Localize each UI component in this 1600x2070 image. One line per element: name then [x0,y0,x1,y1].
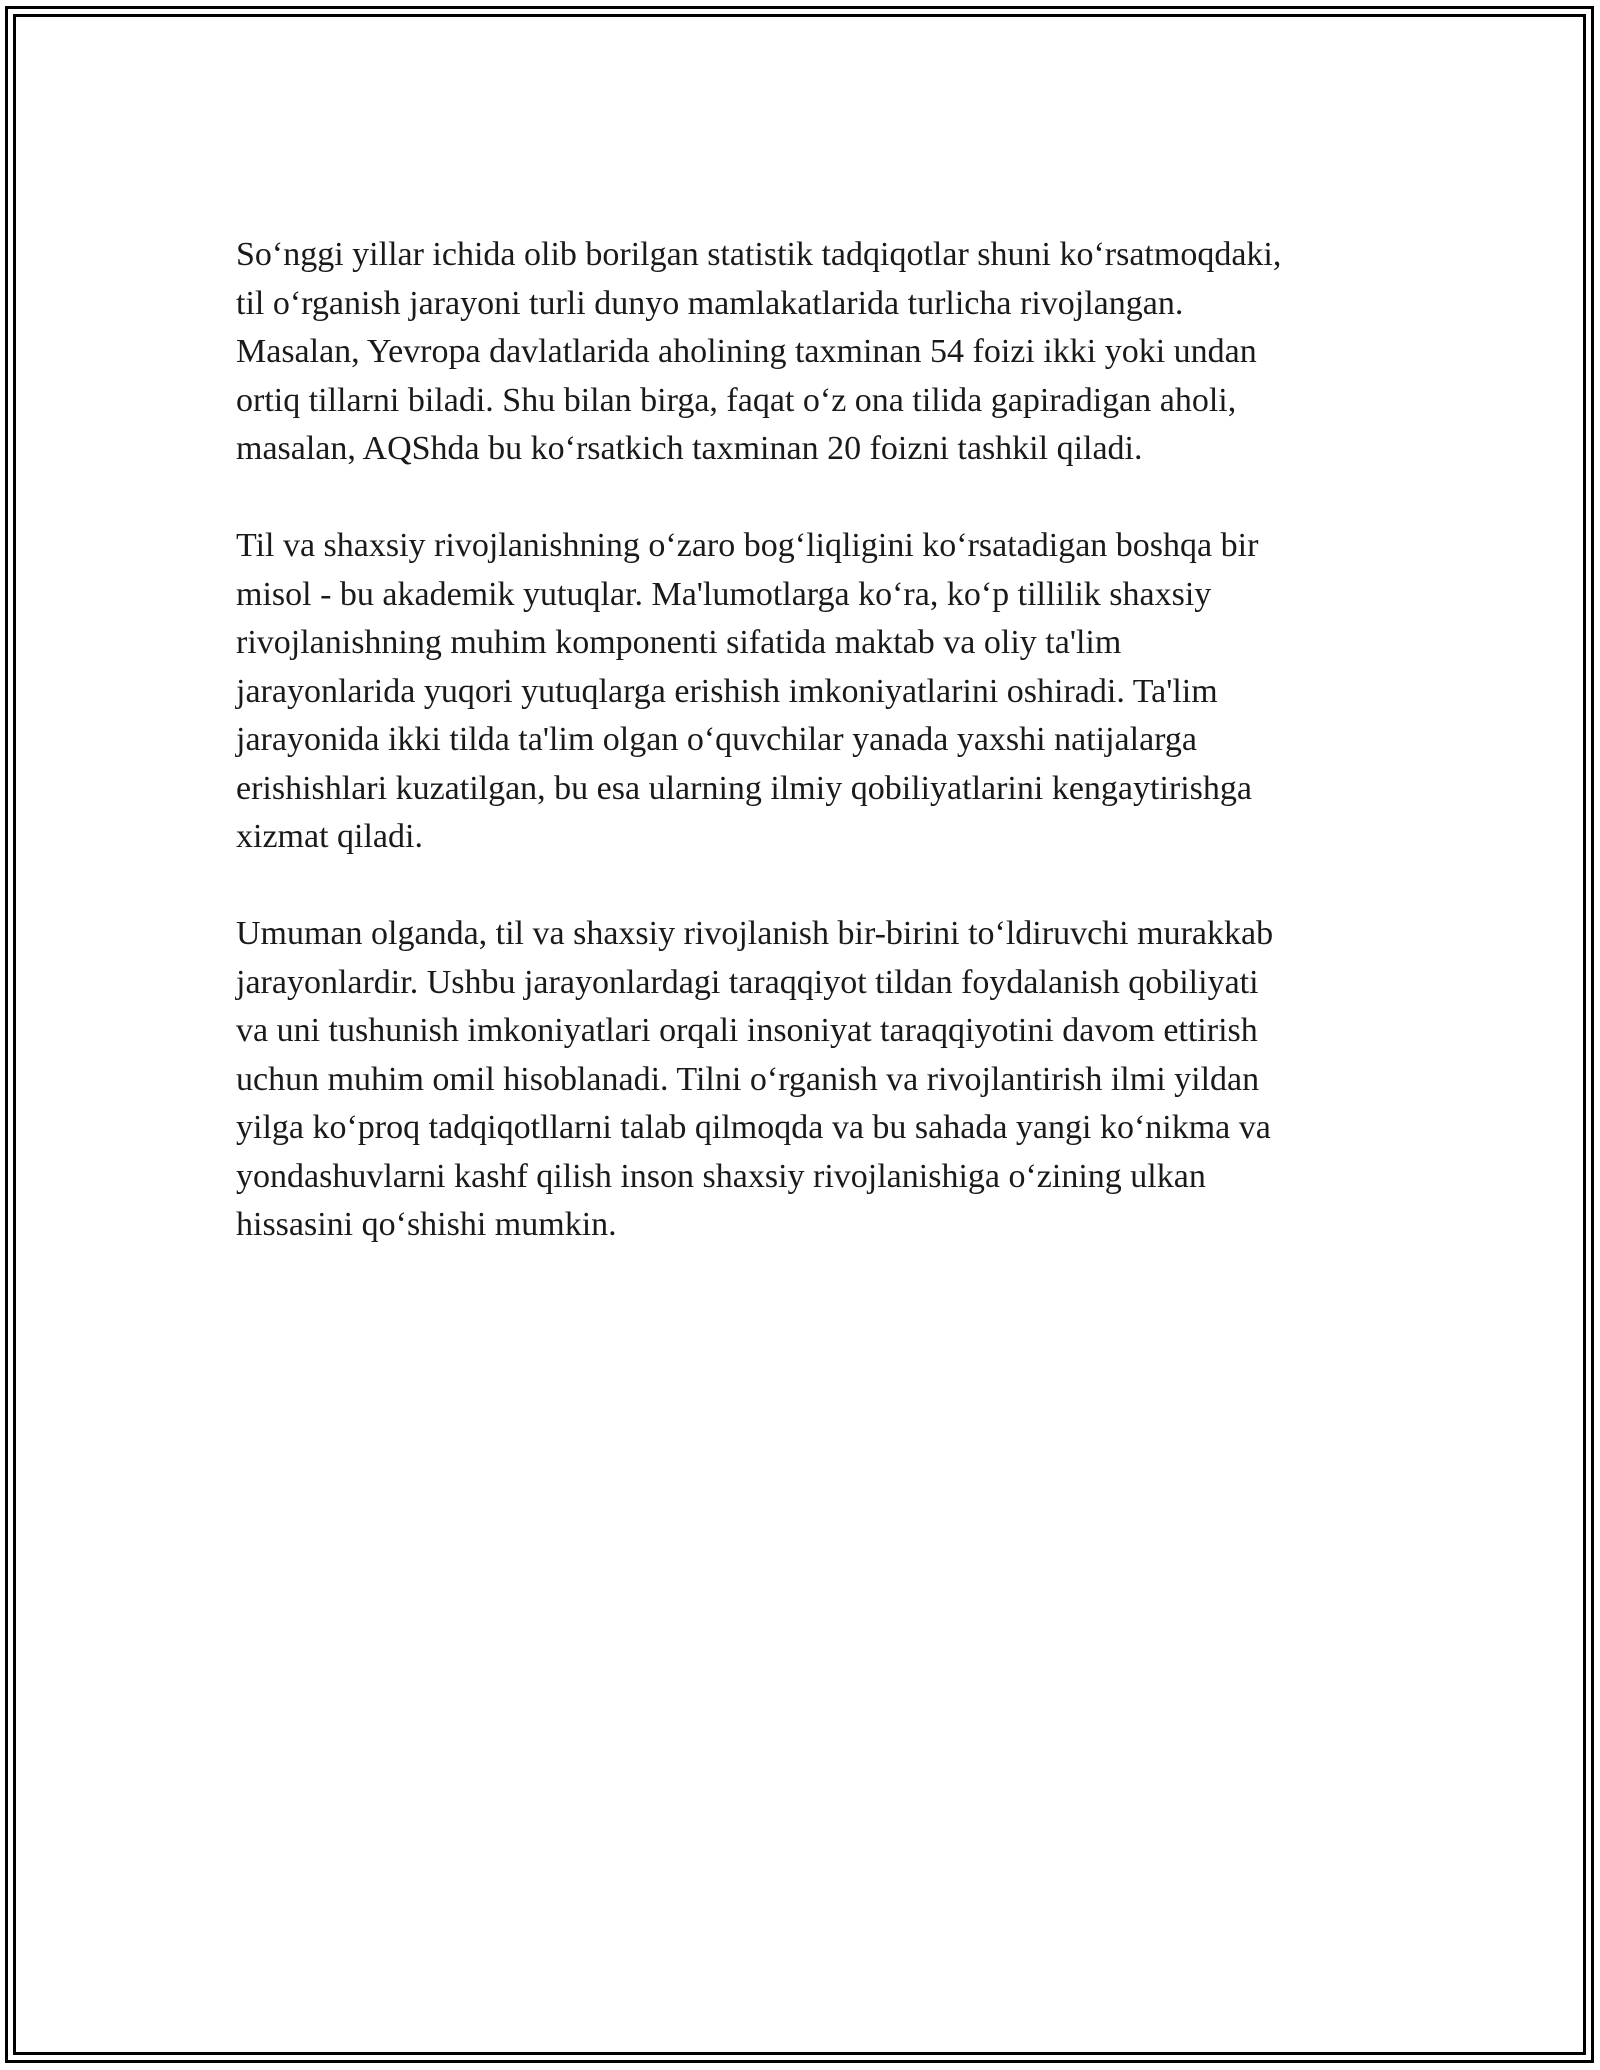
paragraph-2: Til va shaxsiy rivojlanishning o‘zaro bog‘liqligini ko‘rsatadigan boshqa bir misol - bu akademik yutuqlar. Ma'lumotlarga ko‘ra, ko‘p tillilik shaxsiy rivojlanishning muhim komponenti sifatida maktab va oliy ta'lim jarayonlarida yuqori yutuqlarga erishish imkoniyatlarini oshiradi. Ta'lim jarayonida ikki tilda ta'lim olgan o‘quvchilar yanada yaxshi natijalarga erishishlari kuzatilgan, bu esa ularning ilmiy qobiliyatlarini kengaytirishga xizmat qiladi. [236,527,1259,855]
paragraph-1: So‘nggi yillar ichida olib borilgan statistik tadqiqotlar shuni ko‘rsatmoqdaki, til o‘rganish jarayoni turli dunyo mamlakatlarida turlicha rivojlangan. Masalan, Yevropa davlatlarida aholining taxminan 54 foizi ikki yoki undan ortiq tillarni biladi. Shu bilan birga, faqat o‘z ona tilida gapiradigan aholi, masalan, AQShda bu ko‘rsatkich taxminan 20 foizni tashkil qiladi. [236,236,1282,467]
document-body [236,231,1376,1298]
paragraph-3: Umuman olganda, til va shaxsiy rivojlanish bir-birini to‘ldiruvchi murakkab jarayonlardir. Ushbu jarayonlardagi taraqqiyot tildan foydalanish qobiliyati va uni tushunish imkoniyatlari orqali insoniyat taraqqiyotini davom ettirish uchun muhim omil hisoblanadi. Tilni o‘rganish va rivojlantirish ilmi yildan yilga ko‘proq tadqiqotllarni talab qilmoqda va bu sahada yangi ko‘nikma va yondashuvlarni kashf qilish inson shaxsiy rivojlanishiga o‘zining ulkan hissasini qo‘shishi mumkin. [236,915,1274,1243]
